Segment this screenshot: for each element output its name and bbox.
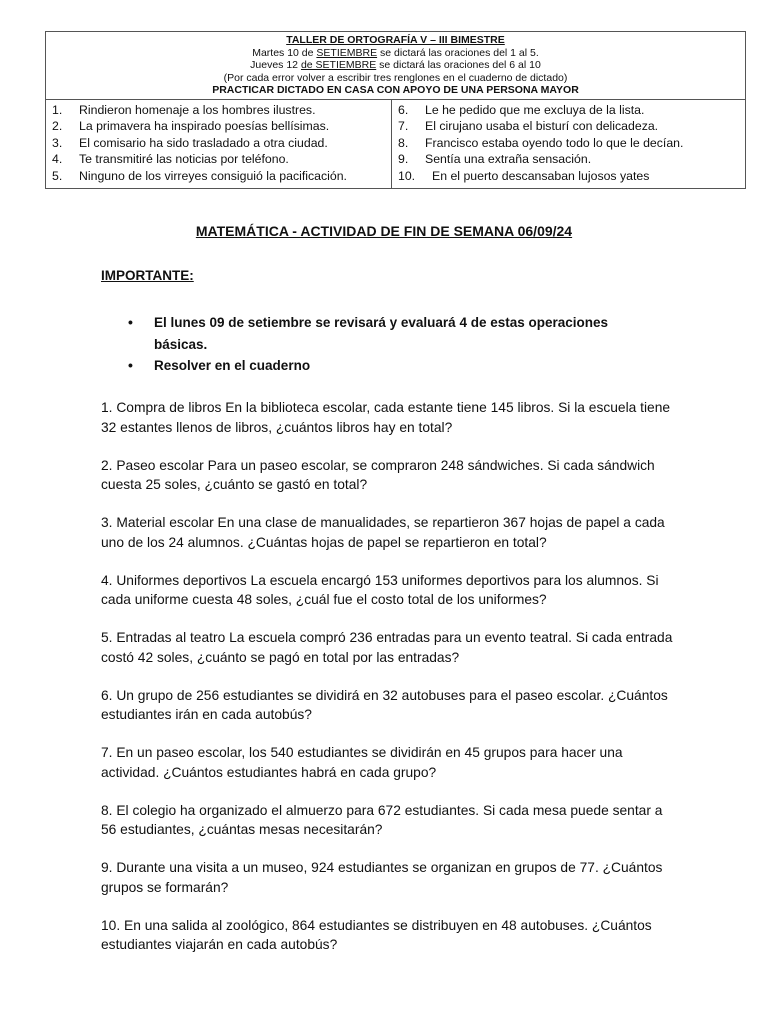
sentence-number: 7. [398, 119, 409, 134]
sentence-row [52, 151, 391, 168]
problems-list [101, 398, 681, 973]
problem-item: 4. Uniformes deportivos La escuela encargó 153 uniformes deportivos para los alumnos. Si cada uniforme cuesta 48 soles, ¿cuál fue el costo total de los uniformes? [101, 572, 659, 607]
sentence-text: Francisco estaba oyendo todo lo que le decían. [425, 135, 684, 150]
tuesday-month: SETIEMBRE [316, 46, 378, 59]
sentence-text: En el puerto descansaban lujosos yates [432, 168, 650, 183]
sentence-number: 4. [52, 152, 63, 167]
thursday-line [46, 59, 745, 72]
math-title: MATEMÁTICA - ACTIVIDAD DE FIN DE SEMANA 06/09/24 [195, 223, 573, 239]
sentence-text: Ninguno de los virreyes consiguió la pacificación. [79, 168, 347, 183]
tuesday-text-a: Martes 10 de [252, 46, 317, 59]
sentence-number: 6. [398, 102, 409, 117]
sentence-number: 5. [52, 168, 63, 183]
sentence-row [398, 135, 745, 152]
problem-item: 8. El colegio ha organizado el almuerzo para 672 estudiantes. Si cada mesa puede sentar a 56 estudiantes, ¿cuántas mesas necesitarán? [101, 802, 663, 837]
instruction-text: Resolver en el cuaderno [154, 358, 311, 373]
problem-item: 3. Material escolar En una clase de manualidades, se repartieron 367 hojas de papel a cada uno de los 24 alumnos. ¿Cuántas hojas de papel se repartieron en total? [101, 515, 665, 550]
dictation-box [45, 31, 746, 189]
dictation-header [46, 32, 745, 100]
sentence-text: Rindieron homenaje a los hombres ilustres. [79, 102, 316, 117]
sentence-row [52, 102, 391, 119]
sentence-number: 2. [52, 119, 63, 134]
sentences-right-column [392, 100, 745, 189]
sentence-text: Sentía una extraña sensación. [425, 152, 592, 167]
sentence-row [398, 118, 745, 135]
tuesday-line [46, 47, 745, 60]
tuesday-text-c: se dictará las oraciones del 1 al 5. [377, 46, 539, 59]
thursday-text-a: Jueves 12 [250, 59, 301, 71]
sentence-number: 3. [52, 135, 63, 150]
bullet-icon: • [128, 314, 133, 330]
sentence-number: 1. [52, 102, 63, 117]
sentence-number: 8. [398, 135, 409, 150]
instruction-text: El lunes 09 de setiembre se revisará y evaluará 4 de estas operaciones básicas. [154, 315, 609, 352]
problem-item: 5. Entradas al teatro La escuela compró 236 entradas para un evento teatral. Si cada entrada costó 42 soles, ¿cuánto se pagó en total por las entradas? [101, 630, 673, 665]
instruction-item [128, 355, 648, 377]
problem-item: 10. En una salida al zoológico, 864 estudiantes se distribuyen en 48 autobuses. ¿Cuántos estudiantes viajarán en cada autobús? [101, 917, 652, 952]
sentence-text: Te transmitiré las noticias por teléfono. [79, 152, 289, 167]
sentences-table [46, 100, 745, 189]
sentence-row [52, 135, 391, 152]
problem-item: 2. Paseo escolar Para un paseo escolar, se compraron 248 sándwiches. Si cada sándwich cuesta 25 soles, ¿cuánto se gastó en total? [101, 457, 655, 492]
sentence-text: El comisario ha sido trasladado a otra ciudad. [79, 135, 328, 150]
sentence-number: 10. [398, 168, 416, 183]
instruction-item [128, 312, 648, 355]
sentence-text: El cirujano usaba el bisturí con delicadeza. [425, 119, 659, 134]
thursday-text-c: se dictará las oraciones del 6 al 10 [376, 59, 541, 71]
sentence-row [398, 151, 745, 168]
sentence-number: 9. [398, 152, 409, 167]
problem-item: 1. Compra de libros En la biblioteca escolar, cada estante tiene 145 libros. Si la escuela tiene 32 estantes llenos de libros, ¿cuántos libros hay en total? [101, 400, 671, 435]
practice-instruction: PRACTICAR DICTADO EN CASA CON APOYO DE UNA PERSONA MAYOR [212, 84, 579, 96]
important-label: IMPORTANTE: [101, 268, 194, 283]
sentence-row [398, 168, 745, 185]
problem-item: 9. Durante una visita a un museo, 924 estudiantes se organizan en grupos de 77. ¿Cuántos grupos se formarán? [101, 860, 663, 895]
sentences-left-column [46, 100, 392, 189]
sentence-text: La primavera ha inspirado poesías bellísimas. [79, 119, 330, 134]
sentence-row [52, 118, 391, 135]
error-instruction: (Por cada error volver a escribir tres renglones en el cuaderno de dictado) [223, 71, 568, 84]
sentence-row [52, 168, 391, 185]
problem-item: 6. Un grupo de 256 estudiantes se dividirá en 32 autobuses para el paseo escolar. ¿Cuántos estudiantes irán en cada autobús? [101, 687, 668, 722]
problem-item: 7. En un paseo escolar, los 540 estudiantes se dividirán en 45 grupos para hacer una actividad. ¿Cuántos estudiantes habrá en cada grupo? [101, 745, 623, 780]
thursday-month: de SETIEMBRE [300, 59, 377, 71]
sentence-row [398, 102, 745, 119]
bullet-icon: • [128, 357, 133, 373]
workshop-title: TALLER DE ORTOGRAFÍA V – III BIMESTRE [286, 34, 505, 46]
sentence-text: Le he pedido que me excluya de la lista. [425, 102, 645, 117]
instructions-list [128, 312, 648, 377]
